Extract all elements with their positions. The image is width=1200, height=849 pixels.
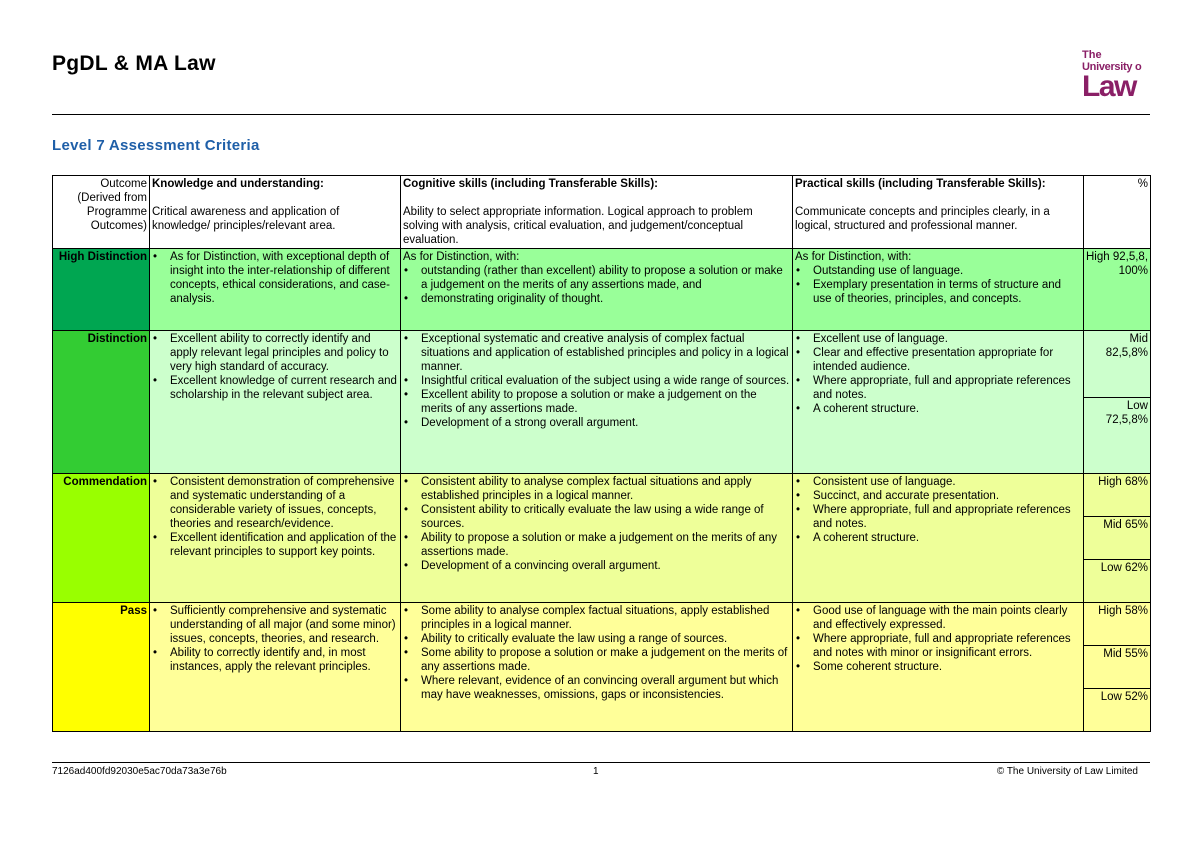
outcome-pass: Pass [53,603,150,732]
practical-cell [793,474,1084,603]
practical-header-description: Communicate concepts and principles clearly, in a logical, structured and professional manner. [795,206,1050,232]
table-row-pass [53,603,1151,646]
criteria-bullet: • Consistent use of language. [813,475,1081,489]
logo-line-2: University o [1082,61,1142,73]
percent-high-distinction: High 92,5,8, 100% [1084,249,1151,331]
criteria-bullet: • Ability to critically evaluate the law using a range of sources. [421,632,790,646]
criteria-bullet: • Consistent demonstration of comprehensive and systematic understanding of a considerable variety of issues, concepts, theories and research/evidence. [170,475,398,531]
outcome-commendation: Commendation [53,474,150,603]
criteria-intro: As for Distinction, with: [795,251,912,263]
table-row-high-distinction [53,249,1151,331]
criteria-bullet: • Insightful critical evaluation of the subject using a wide range of sources. [421,374,790,388]
criteria-bullet: • Development of a strong overall argument. [421,416,790,430]
criteria-bullet: • Excellent ability to propose a solution or make a judgement on the merits of any assertions made. [421,388,790,416]
assessment-criteria-table [52,175,1151,732]
knowledge-cell [150,249,401,331]
percent-commendation-high: High 68% [1084,474,1151,517]
cognitive-cell [401,249,793,331]
criteria-bullet: • Where appropriate, full and appropriate references and notes. [813,374,1081,402]
criteria-bullet: • Where appropriate, full and appropriate references and notes with minor or insignificant errors. [813,632,1081,660]
percent-column-header: % [1084,176,1151,249]
copyright-notice: © The University of Law Limited [996,766,1138,777]
cognitive-column-header [401,176,793,249]
criteria-intro: As for Distinction, with: [403,251,520,263]
university-logo [1082,50,1152,106]
logo-line-3: Law [1082,70,1136,103]
criteria-bullet: • Excellent use of language. [813,332,1081,346]
criteria-bullet: • Excellent knowledge of current research and scholarship in the relevant subject area. [170,374,398,402]
outcome-column-header: Outcome (Derived from Programme Outcomes) [53,176,150,249]
criteria-bullet: • A coherent structure. [813,531,1081,545]
percent-commendation-low: Low 62% [1084,560,1151,603]
criteria-bullet: • Excellent ability to correctly identify and apply relevant legal principles and policy to very high standard of accuracy. [170,332,398,374]
percent-distinction-low: Low 72,5,8% [1084,398,1151,474]
criteria-bullet: • Clear and effective presentation appropriate for intended audience. [813,346,1081,374]
practical-cell [793,249,1084,331]
cognitive-cell [401,603,793,732]
criteria-bullet: • Good use of language with the main points clearly and effectively expressed. [813,604,1081,632]
practical-cell [793,603,1084,732]
knowledge-cell [150,603,401,732]
knowledge-cell [150,474,401,603]
criteria-bullet: • Consistent ability to analyse complex factual situations and apply established principles in a logical manner. [421,475,790,503]
header-divider [52,114,1150,115]
practical-header-title: Practical skills (including Transferable Skills): [795,178,1046,190]
criteria-bullet: • demonstrating originality of thought. [421,292,790,306]
logo-line-1: The [1082,49,1102,61]
criteria-bullet: • A coherent structure. [813,402,1081,416]
knowledge-cell [150,331,401,474]
percent-pass-mid: Mid 55% [1084,646,1151,689]
table-row-commendation [53,474,1151,517]
criteria-bullet: • Some ability to propose a solution or make a judgement on the merits of any assertions made. [421,646,790,674]
criteria-bullet: • Exceptional systematic and creative analysis of complex factual situations and application of established principles and policy in a logical manner. [421,332,790,374]
practical-column-header [793,176,1084,249]
criteria-bullet: • Some coherent structure. [813,660,1081,674]
cognitive-cell [401,331,793,474]
criteria-bullet: • Exemplary presentation in terms of structure and use of theories, principles, and concepts. [813,278,1081,306]
criteria-bullet: • Where appropriate, full and appropriate references and notes. [813,503,1081,531]
criteria-bullet: • Succinct, and accurate presentation. [813,489,1081,503]
criteria-bullet: • Excellent identification and application of the relevant principles to support key points. [170,531,398,559]
percent-pass-high: High 58% [1084,603,1151,646]
knowledge-column-header [150,176,401,249]
criteria-bullet: • outstanding (rather than excellent) ability to propose a solution or make a judgement on the merits of any assertions made, and [421,264,790,292]
criteria-bullet: • Consistent ability to critically evaluate the law using a wide range of sources. [421,503,790,531]
criteria-bullet: • Ability to correctly identify and, in most instances, apply the relevant principles. [170,646,398,674]
table-row-distinction [53,331,1151,398]
table-header-row [53,176,1151,249]
section-heading: Level 7 Assessment Criteria [52,137,260,154]
percent-commendation-mid: Mid 65% [1084,517,1151,560]
criteria-bullet: • As for Distinction, with exceptional depth of insight into the inter-relationship of different concepts, ethical considerations, and case-analysis. [170,250,398,306]
footer-divider [52,762,1150,763]
knowledge-header-title: Knowledge and understanding: [152,178,324,190]
cognitive-cell [401,474,793,603]
cognitive-header-description: Ability to select appropriate information. Logical approach to problem solving with analysis, critical evaluation, and judgement/conceptual evaluation. [403,206,753,246]
practical-cell [793,331,1084,474]
criteria-bullet: • Sufficiently comprehensive and systematic understanding of all major (and some minor) issues, concepts, theories, and research. [170,604,398,646]
percent-distinction-mid: Mid 82,5,8% [1084,331,1151,398]
criteria-bullet: • Some ability to analyse complex factual situations, apply established principles in a logical manner. [421,604,790,632]
document-title: PgDL & MA Law [52,52,216,75]
criteria-bullet: • Outstanding use of language. [813,264,1081,278]
percent-pass-low: Low 52% [1084,689,1151,732]
knowledge-header-description: Critical awareness and application of knowledge/ principles/relevant area. [152,206,340,232]
cognitive-header-title: Cognitive skills (including Transferable Skills): [403,178,658,190]
criteria-bullet: • Ability to propose a solution or make a judgement on the merits of any assertions made. [421,531,790,559]
criteria-bullet: • Development of a convincing overall argument. [421,559,790,573]
page-number: 1 [593,766,599,777]
document-id: 7126ad400fd92030e5ac70da73a3e76b [52,766,227,777]
outcome-high-distinction: High Distinction [53,249,150,331]
criteria-bullet: • Where relevant, evidence of an convincing overall argument but which may have weaknesses, omissions, gaps or inconsistencies. [421,674,790,702]
outcome-distinction: Distinction [53,331,150,474]
